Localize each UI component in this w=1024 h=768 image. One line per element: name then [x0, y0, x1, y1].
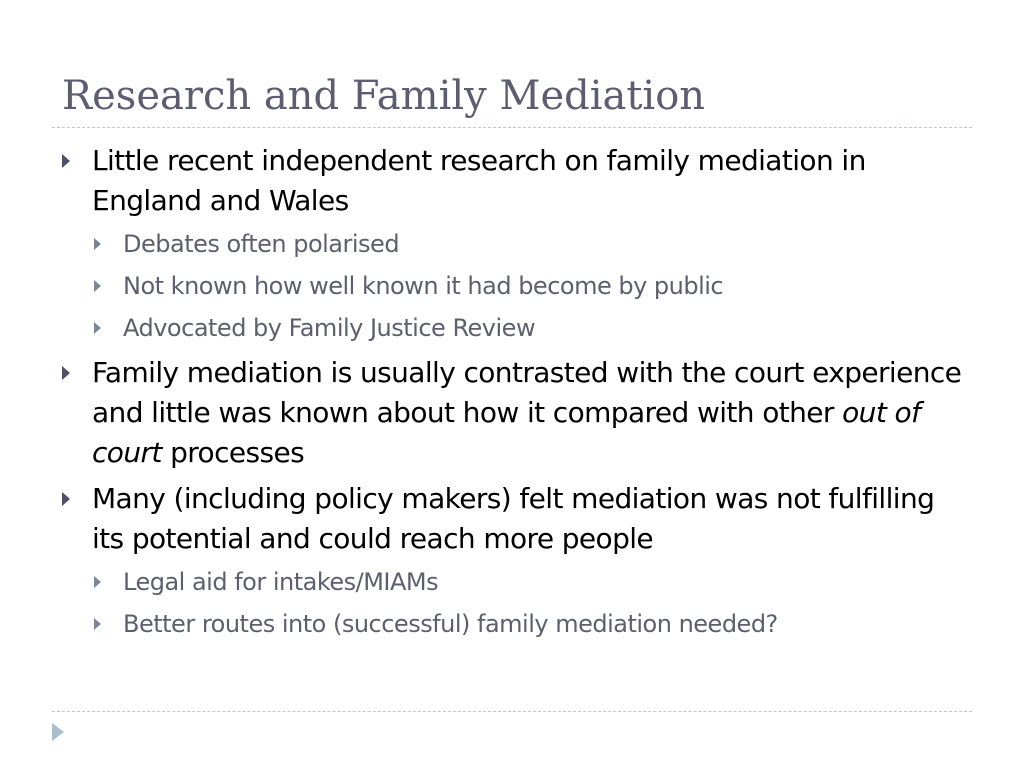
- bullet-icon: [62, 492, 70, 506]
- sub-bullet-icon: [94, 618, 101, 630]
- title-divider: [52, 127, 972, 128]
- bullet-item: [62, 353, 962, 473]
- bullet-item: [62, 479, 962, 559]
- slide-title: Research and Family Mediation: [62, 73, 706, 119]
- sub-bullet-item: [62, 603, 962, 645]
- bullet-text-after: processes: [161, 436, 305, 469]
- sub-bullet-icon: [94, 322, 101, 334]
- sub-bullet-item: [62, 307, 962, 349]
- sub-bullet-item: [62, 223, 962, 265]
- bullet-text: Many (including policy makers) felt mediation was not fulfilling its potential and could reach more people: [92, 482, 935, 555]
- footer-divider: [52, 711, 972, 712]
- sub-bullet-item: [62, 561, 962, 603]
- sub-bullet-text: Debates often polarised: [123, 230, 400, 258]
- sub-bullet-icon: [94, 238, 101, 250]
- bullet-text-italic: out of court: [92, 396, 921, 469]
- next-slide-icon[interactable]: [52, 723, 64, 741]
- sub-bullet-text: Advocated by Family Justice Review: [123, 314, 536, 342]
- sub-bullet-text: Not known how well known it had become by public: [123, 272, 724, 300]
- bullet-icon: [62, 366, 70, 380]
- sub-bullet-item: [62, 265, 962, 307]
- sub-bullet-text: Legal aid for intakes/MIAMs: [123, 568, 439, 596]
- bullet-text-before: Family mediation is usually contrasted with the court experience and little was known about how it compared with other: [92, 356, 962, 429]
- sub-bullet-icon: [94, 280, 101, 292]
- bullet-item: [62, 141, 962, 221]
- slide-body: [62, 141, 962, 645]
- sub-bullet-icon: [94, 576, 101, 588]
- bullet-icon: [62, 154, 70, 168]
- sub-bullet-text: Better routes into (successful) family mediation needed?: [123, 610, 778, 638]
- bullet-text: Little recent independent research on family mediation in England and Wales: [92, 144, 866, 217]
